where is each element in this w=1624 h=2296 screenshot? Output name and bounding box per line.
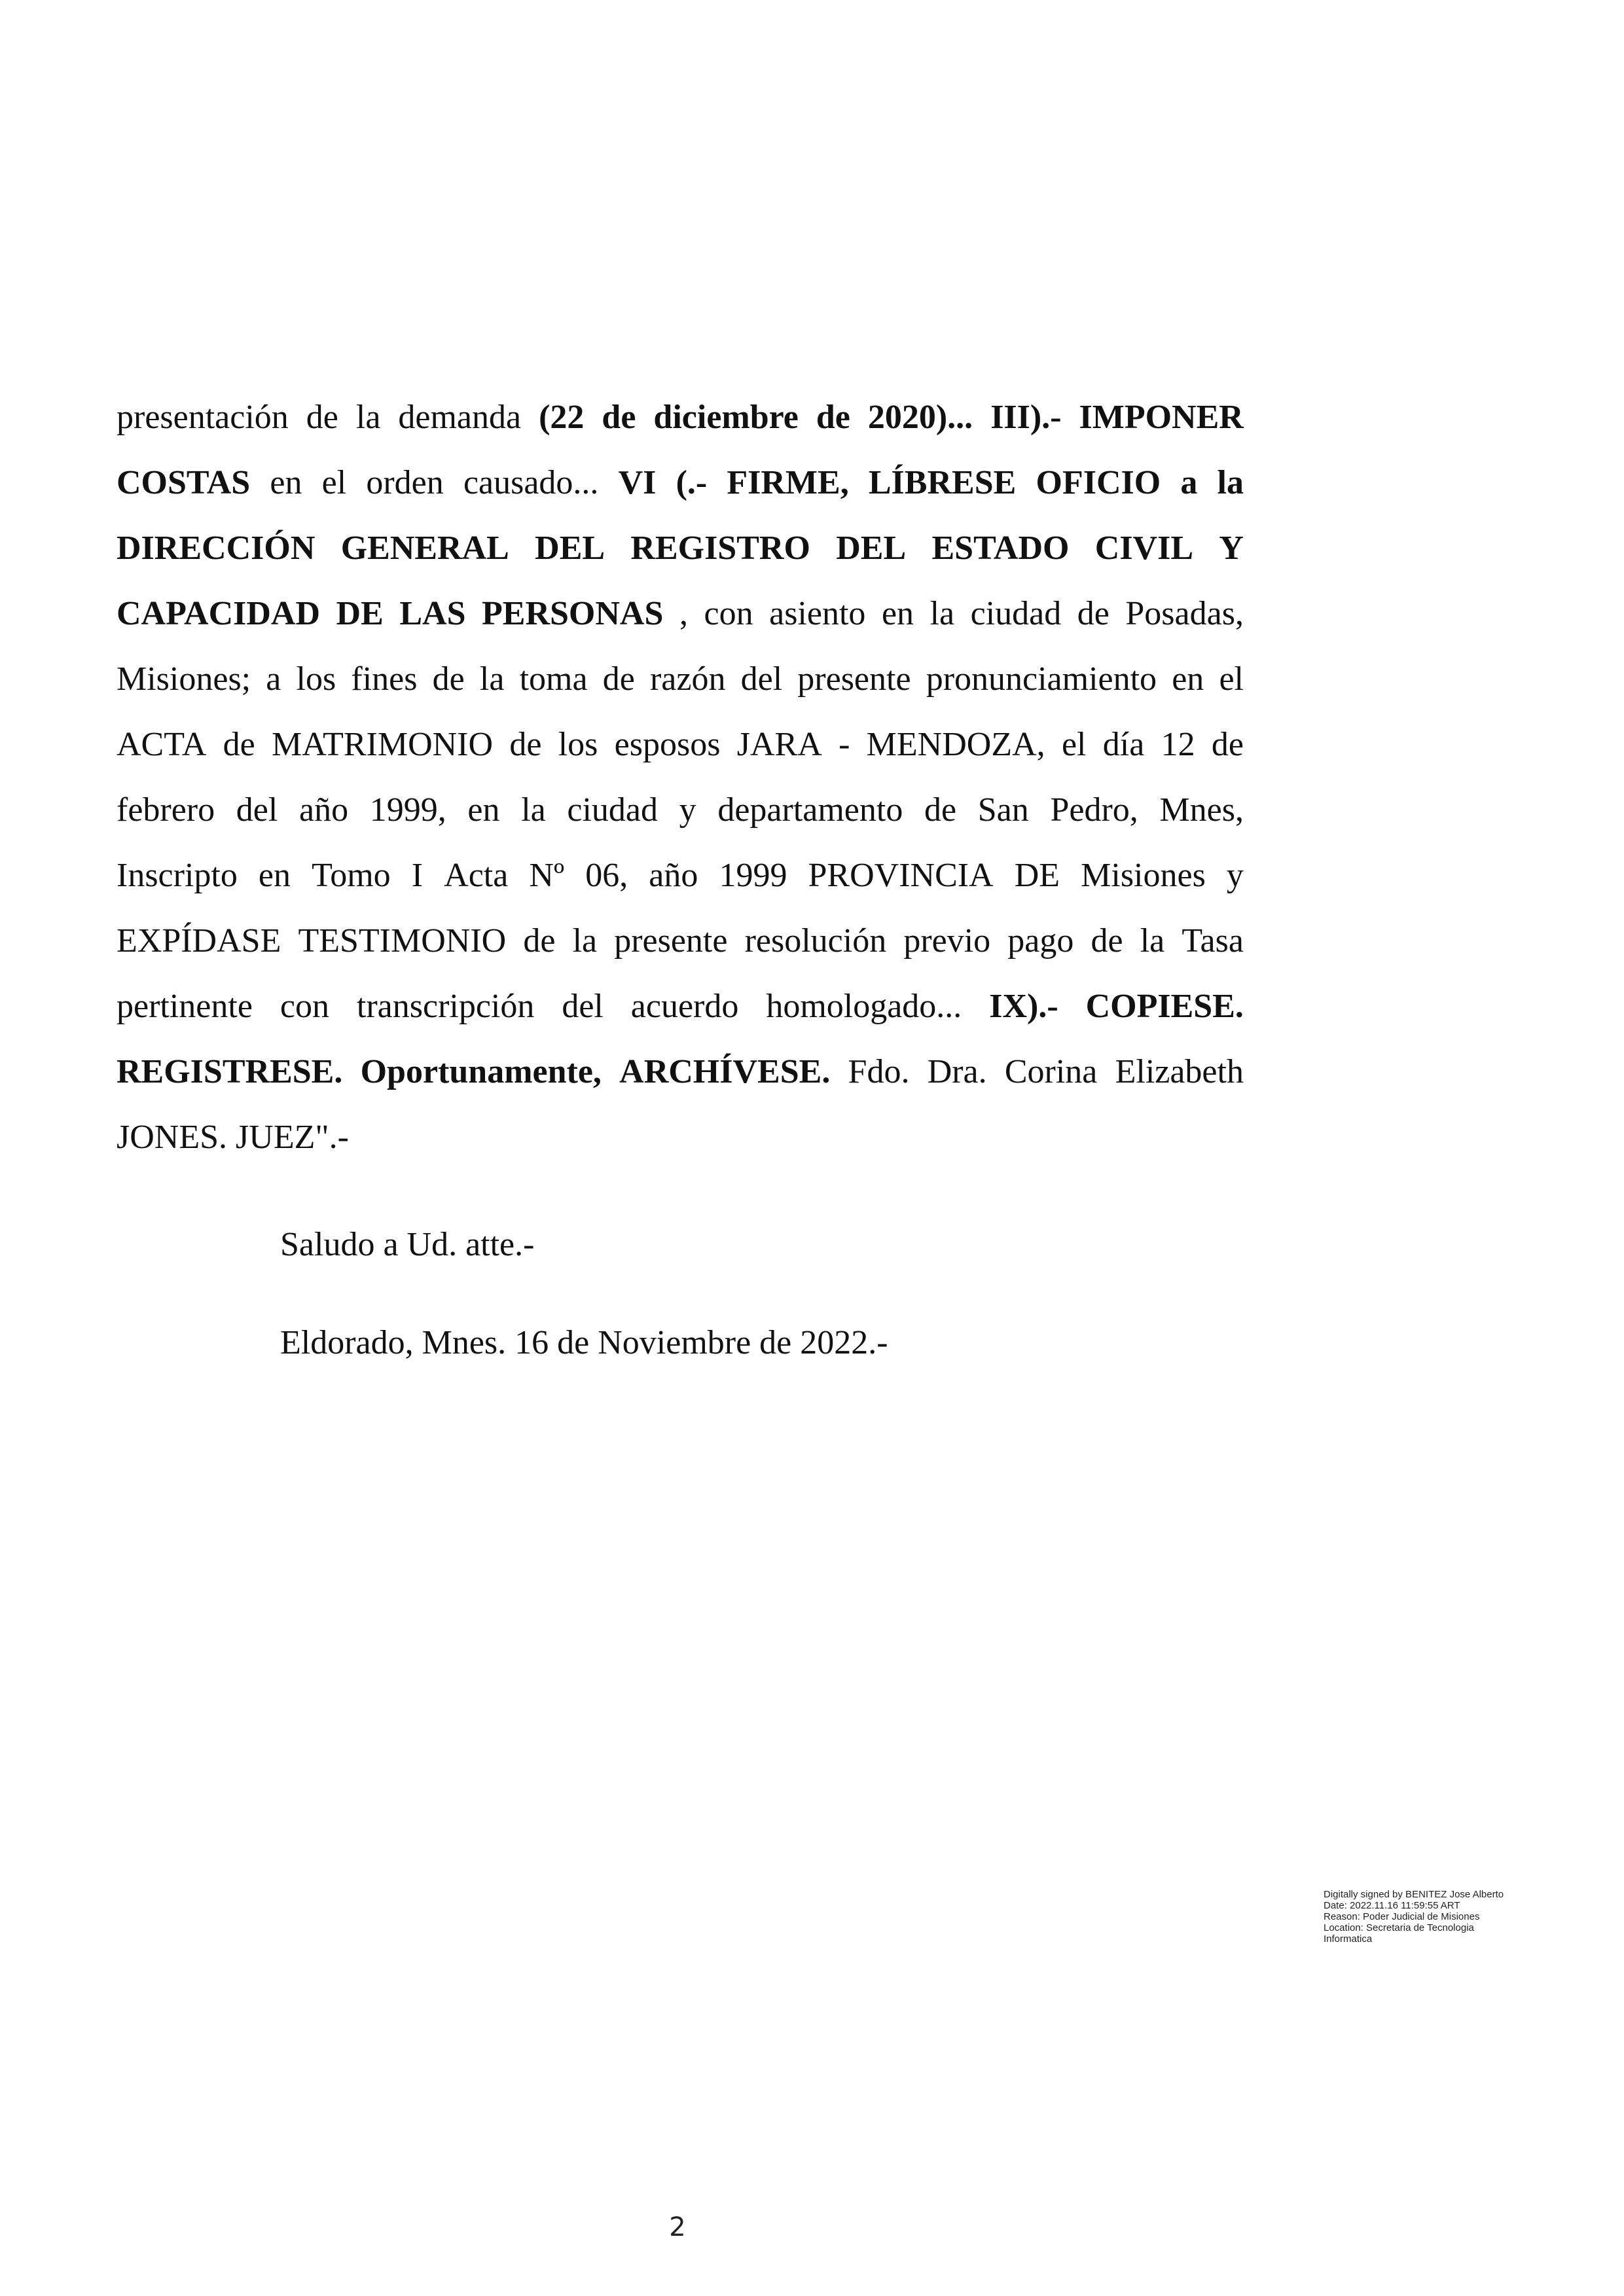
word: del — [562, 988, 604, 1025]
text-line — [117, 908, 1244, 974]
word: 1999, — [369, 791, 446, 829]
word: Dra. — [927, 1053, 987, 1090]
word: DE — [336, 595, 384, 632]
word: la — [521, 791, 546, 829]
word: VI — [618, 464, 657, 501]
word: la — [1140, 922, 1165, 960]
word: en — [881, 595, 914, 632]
word: - — [839, 726, 850, 763]
word: pronunciamiento — [926, 660, 1157, 698]
word: Tasa — [1182, 922, 1244, 960]
word: presente — [614, 922, 728, 960]
greeting: Saludo a Ud. atte.- — [280, 1226, 535, 1263]
word: DIRECCIÓN — [117, 529, 316, 567]
word: , — [679, 595, 688, 632]
word: departamento — [717, 791, 903, 829]
word: causado... — [463, 464, 599, 501]
word: previo — [903, 922, 991, 960]
word: GENERAL — [340, 529, 509, 567]
word: Y — [1219, 529, 1244, 567]
word: día — [1102, 726, 1145, 763]
word: REGISTRO — [630, 529, 810, 567]
text-line — [117, 712, 1244, 778]
signature-location: Location: Secretaria de Tecnologia — [1324, 1922, 1474, 1933]
dateline: Eldorado, Mnes. 16 de Noviembre de 2022.- — [280, 1324, 888, 1361]
word: 06, — [585, 857, 628, 894]
word: de — [924, 791, 957, 829]
text-segment: JONES. JUEZ".- — [117, 1119, 349, 1156]
word: la — [479, 660, 505, 698]
word: ESTADO — [931, 529, 1070, 567]
word: (.- — [676, 464, 708, 501]
signature-signer: Digitally signed by BENITEZ Jose Alberto — [1324, 1889, 1504, 1900]
word: presentación — [117, 399, 289, 436]
word: Tomo — [312, 857, 391, 894]
word: IX).- — [989, 988, 1058, 1025]
text-line — [117, 1105, 1244, 1170]
word: ACTA — [117, 726, 207, 763]
word: fines — [351, 660, 418, 698]
word: el — [1219, 660, 1244, 698]
text-line — [117, 843, 1244, 908]
word: la — [929, 595, 955, 632]
word: DEL — [836, 529, 907, 567]
word: a — [266, 660, 281, 698]
signature-location-cont: Informatica — [1324, 1933, 1373, 1945]
word: de — [523, 922, 556, 960]
word: transcripción — [356, 988, 535, 1025]
word: FIRME, — [727, 464, 849, 501]
word: de — [432, 660, 465, 698]
word: Mnes, — [1159, 791, 1244, 829]
word: en — [467, 791, 500, 829]
word: presente — [797, 660, 911, 698]
word: de — [223, 726, 255, 763]
word: COPIESE. — [1085, 988, 1244, 1025]
signature-date: Date: 2022.11.16 11:59:55 ART — [1324, 1900, 1460, 1911]
word: ciudad — [567, 791, 658, 829]
word: el — [1061, 726, 1087, 763]
word: y — [679, 791, 696, 829]
word: ARCHÍVESE. — [619, 1053, 831, 1090]
word: Acta — [444, 857, 509, 894]
word: la — [1217, 464, 1244, 501]
word: esposos — [614, 726, 721, 763]
word: Pedro, — [1050, 791, 1138, 829]
word: orden — [366, 464, 444, 501]
word: el — [321, 464, 347, 501]
text-line — [117, 974, 1244, 1039]
word: LAS — [399, 595, 466, 632]
text-line — [117, 1039, 1244, 1105]
word: TESTIMONIO — [298, 922, 507, 960]
word: PROVINCIA — [808, 857, 994, 894]
word: Oportunamente, — [360, 1053, 602, 1090]
signature-reason: Reason: Poder Judicial de Misiones — [1324, 1911, 1480, 1922]
word: en — [258, 857, 291, 894]
word: con — [280, 988, 329, 1025]
word: de — [306, 399, 338, 436]
word: JARA — [736, 726, 822, 763]
word: LÍBRESE — [868, 464, 1017, 501]
word: CAPACIDAD — [117, 595, 321, 632]
word: Nº — [529, 857, 565, 894]
word: de — [816, 399, 850, 436]
text-line — [117, 647, 1244, 712]
resolution-text — [117, 385, 1244, 1170]
word: diciembre — [653, 399, 799, 436]
text-line — [117, 450, 1244, 516]
word: DEL — [535, 529, 605, 567]
word: 2020)... — [867, 399, 973, 436]
word: año — [649, 857, 698, 894]
word: año — [298, 791, 349, 829]
word: 1999 — [719, 857, 787, 894]
word: III).- — [990, 399, 1062, 436]
word: de — [1091, 922, 1123, 960]
word: acuerdo — [630, 988, 739, 1025]
word: (22 — [539, 399, 585, 436]
word: de — [602, 399, 636, 436]
word: ciudad — [970, 595, 1062, 632]
word: Misiones; — [117, 660, 251, 698]
word: IMPONER — [1079, 399, 1244, 436]
word: en — [270, 464, 302, 501]
word: Misiones — [1081, 857, 1206, 894]
word: y — [1226, 857, 1244, 894]
word: pertinente — [117, 988, 253, 1025]
word: San — [977, 791, 1029, 829]
word: de — [1077, 595, 1110, 632]
word: del — [740, 660, 783, 698]
word: Fdo. — [848, 1053, 910, 1090]
word: los — [296, 660, 336, 698]
word: a — [1180, 464, 1198, 501]
word: DE — [1014, 857, 1060, 894]
word: OFICIO — [1036, 464, 1161, 501]
word: Corina — [1004, 1053, 1098, 1090]
text-line — [117, 385, 1244, 450]
text-line — [117, 516, 1244, 581]
page-number: 2 — [669, 2212, 686, 2242]
word: 12 — [1161, 726, 1195, 763]
word: los — [558, 726, 598, 763]
word: febrero — [117, 791, 215, 829]
word: resolución — [744, 922, 887, 960]
word: pago — [1007, 922, 1074, 960]
word: demanda — [398, 399, 522, 436]
word: EXPÍDASE — [117, 922, 281, 960]
word: en — [1172, 660, 1204, 698]
word: I — [411, 857, 424, 894]
word: la — [572, 922, 598, 960]
word: con — [704, 595, 753, 632]
word: REGISTRESE. — [117, 1053, 343, 1090]
word: de — [1211, 726, 1244, 763]
word: toma — [519, 660, 588, 698]
word: razón — [649, 660, 726, 698]
word: CIVIL — [1094, 529, 1194, 567]
word: asiento — [769, 595, 866, 632]
word: Inscripto — [117, 857, 238, 894]
word: MENDOZA, — [866, 726, 1045, 763]
word: PERSONAS — [482, 595, 664, 632]
word: del — [236, 791, 278, 829]
word: de — [602, 660, 635, 698]
word: Posadas, — [1125, 595, 1244, 632]
word: COSTAS — [117, 464, 251, 501]
text-line — [117, 581, 1244, 647]
word: de — [509, 726, 542, 763]
text-line — [117, 778, 1244, 843]
word: homologado... — [766, 988, 962, 1025]
word: MATRIMONIO — [272, 726, 494, 763]
word: la — [355, 399, 381, 436]
word: Elizabeth — [1115, 1053, 1244, 1090]
digital-signature — [1324, 1889, 1546, 1945]
